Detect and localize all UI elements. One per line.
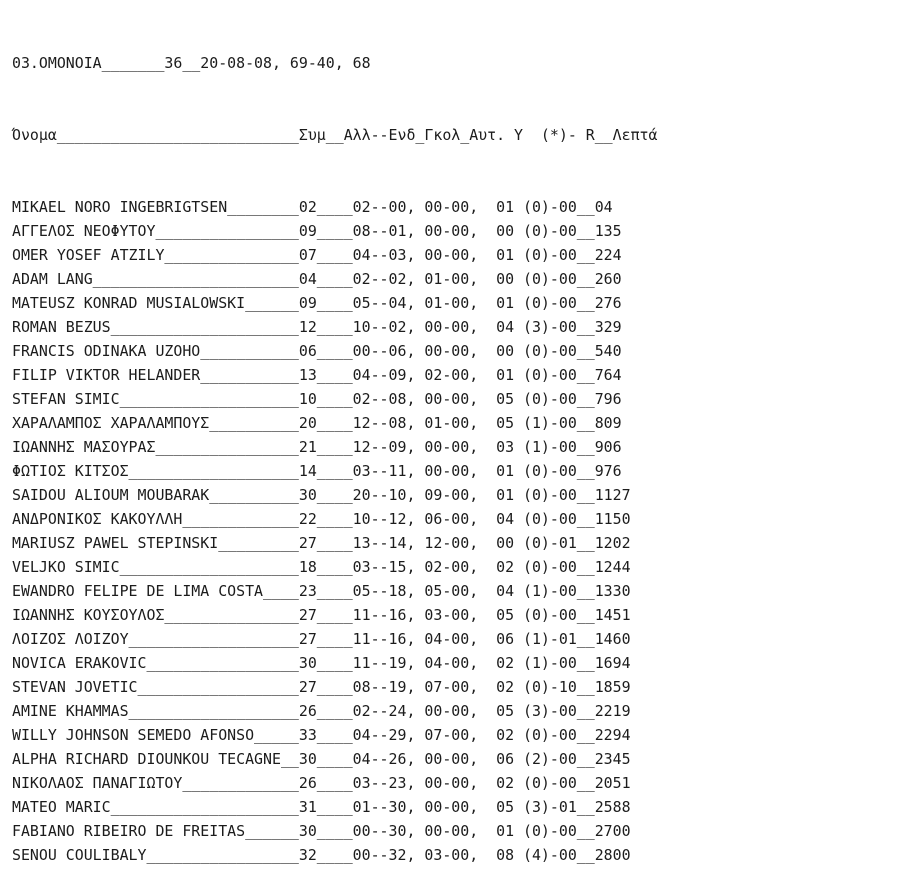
team-summary-line: 03.ΟΜΟΝΟΙΑ_______36__20-08-08, 69-40, 68 xyxy=(12,54,371,72)
player-row: ΧΑΡΑΛΑΜΠΟΣ ΧΑΡΑΛΑΜΠΟΥΣ__________20____12--08, 01-00, 05 (1)-00__809 xyxy=(12,414,622,432)
player-row: NOVICA ERAKOVIC_________________30____11--19, 04-00, 02 (1)-00__1694 xyxy=(12,654,631,672)
player-rows xyxy=(12,195,897,867)
player-row: FABIANO RIBEIRO DE FREITAS______30____00--30, 00-00, 01 (0)-00__2700 xyxy=(12,822,631,840)
player-row: ΑΝΔΡΟΝΙΚΟΣ ΚΑΚΟΥΛΛΗ_____________22____10--12, 06-00, 04 (0)-00__1150 xyxy=(12,510,631,528)
player-row: MIKAEL NORO INGEBRIGTSEN________02____02--00, 00-00, 01 (0)-00__04 xyxy=(12,198,613,216)
player-row: AMINE KHAMMAS___________________26____02--24, 00-00, 05 (3)-00__2219 xyxy=(12,702,631,720)
player-row: FILIP VIKTOR HELANDER___________13____04--09, 02-00, 01 (0)-00__764 xyxy=(12,366,622,384)
player-row: STEVAN JOVETIC__________________27____08--19, 07-00, 02 (0)-10__1859 xyxy=(12,678,631,696)
player-row: ΦΩΤΙΟΣ ΚΙΤΣΟΣ___________________14____03--11, 00-00, 01 (0)-00__976 xyxy=(12,462,622,480)
player-row: ΛΟΙΖΟΣ ΛΟΙΖΟΥ___________________27____11--16, 04-00, 06 (1)-01__1460 xyxy=(12,630,631,648)
player-row: ROMAN BEZUS_____________________12____10--02, 00-00, 04 (3)-00__329 xyxy=(12,318,622,336)
player-row: ΑΓΓΕΛΟΣ ΝΕΟΦΥΤΟΥ________________09____08--01, 00-00, 00 (0)-00__135 xyxy=(12,222,622,240)
player-row: ΙΩΑΝΝΗΣ ΜΑΣΟΥΡΑΣ________________21____12--09, 00-00, 03 (1)-00__906 xyxy=(12,438,622,456)
player-row: ΝΙΚΟΛΑΟΣ ΠΑΝΑΓΙΩΤΟΥ_____________26____03--23, 00-00, 02 (0)-00__2051 xyxy=(12,774,631,792)
player-row: STEFAN SIMIC____________________10____02--08, 00-00, 05 (0)-00__796 xyxy=(12,390,622,408)
player-row: SENOU COULIBALY_________________32____00--32, 03-00, 08 (4)-00__2800 xyxy=(12,846,631,864)
player-row: WILLY JOHNSON SEMEDO AFONSO_____33____04--29, 07-00, 02 (0)-00__2294 xyxy=(12,726,631,744)
player-row: ADAM LANG_______________________04____02--02, 01-00, 00 (0)-00__260 xyxy=(12,270,622,288)
column-header-line: Όνομα___________________________Συμ__Αλλ--Ενδ_Γκολ_Αυτ. Υ (*)- R__Λεπτά xyxy=(12,126,658,144)
player-stats-document xyxy=(12,3,897,891)
player-row: OMER YOSEF ATZILY_______________07____04--03, 00-00, 01 (0)-00__224 xyxy=(12,246,622,264)
player-row: ALPHA RICHARD DIOUNKOU TECAGNE__30____04--26, 00-00, 06 (2)-00__2345 xyxy=(12,750,631,768)
player-row: MARIUSZ PAWEL STEPINSKI_________27____13--14, 12-00, 00 (0)-01__1202 xyxy=(12,534,631,552)
player-row: VELJKO SIMIC____________________18____03--15, 02-00, 02 (0)-00__1244 xyxy=(12,558,631,576)
player-row: EWANDRO FELIPE DE LIMA COSTA____23____05--18, 05-00, 04 (1)-00__1330 xyxy=(12,582,631,600)
player-row: FRANCIS ODINAKA UZOHO___________06____00--06, 00-00, 00 (0)-00__540 xyxy=(12,342,622,360)
player-row: MATEO MARIC_____________________31____01--30, 00-00, 05 (3)-01__2588 xyxy=(12,798,631,816)
player-row: ΙΩΑΝΝΗΣ ΚΟΥΣΟΥΛΟΣ_______________27____11--16, 03-00, 05 (0)-00__1451 xyxy=(12,606,631,624)
player-row: SAIDOU ALIOUM MOUBARAK__________30____20--10, 09-00, 01 (0)-00__1127 xyxy=(12,486,631,504)
player-row: MATEUSZ KONRAD MUSIALOWSKI______09____05--04, 01-00, 01 (0)-00__276 xyxy=(12,294,622,312)
